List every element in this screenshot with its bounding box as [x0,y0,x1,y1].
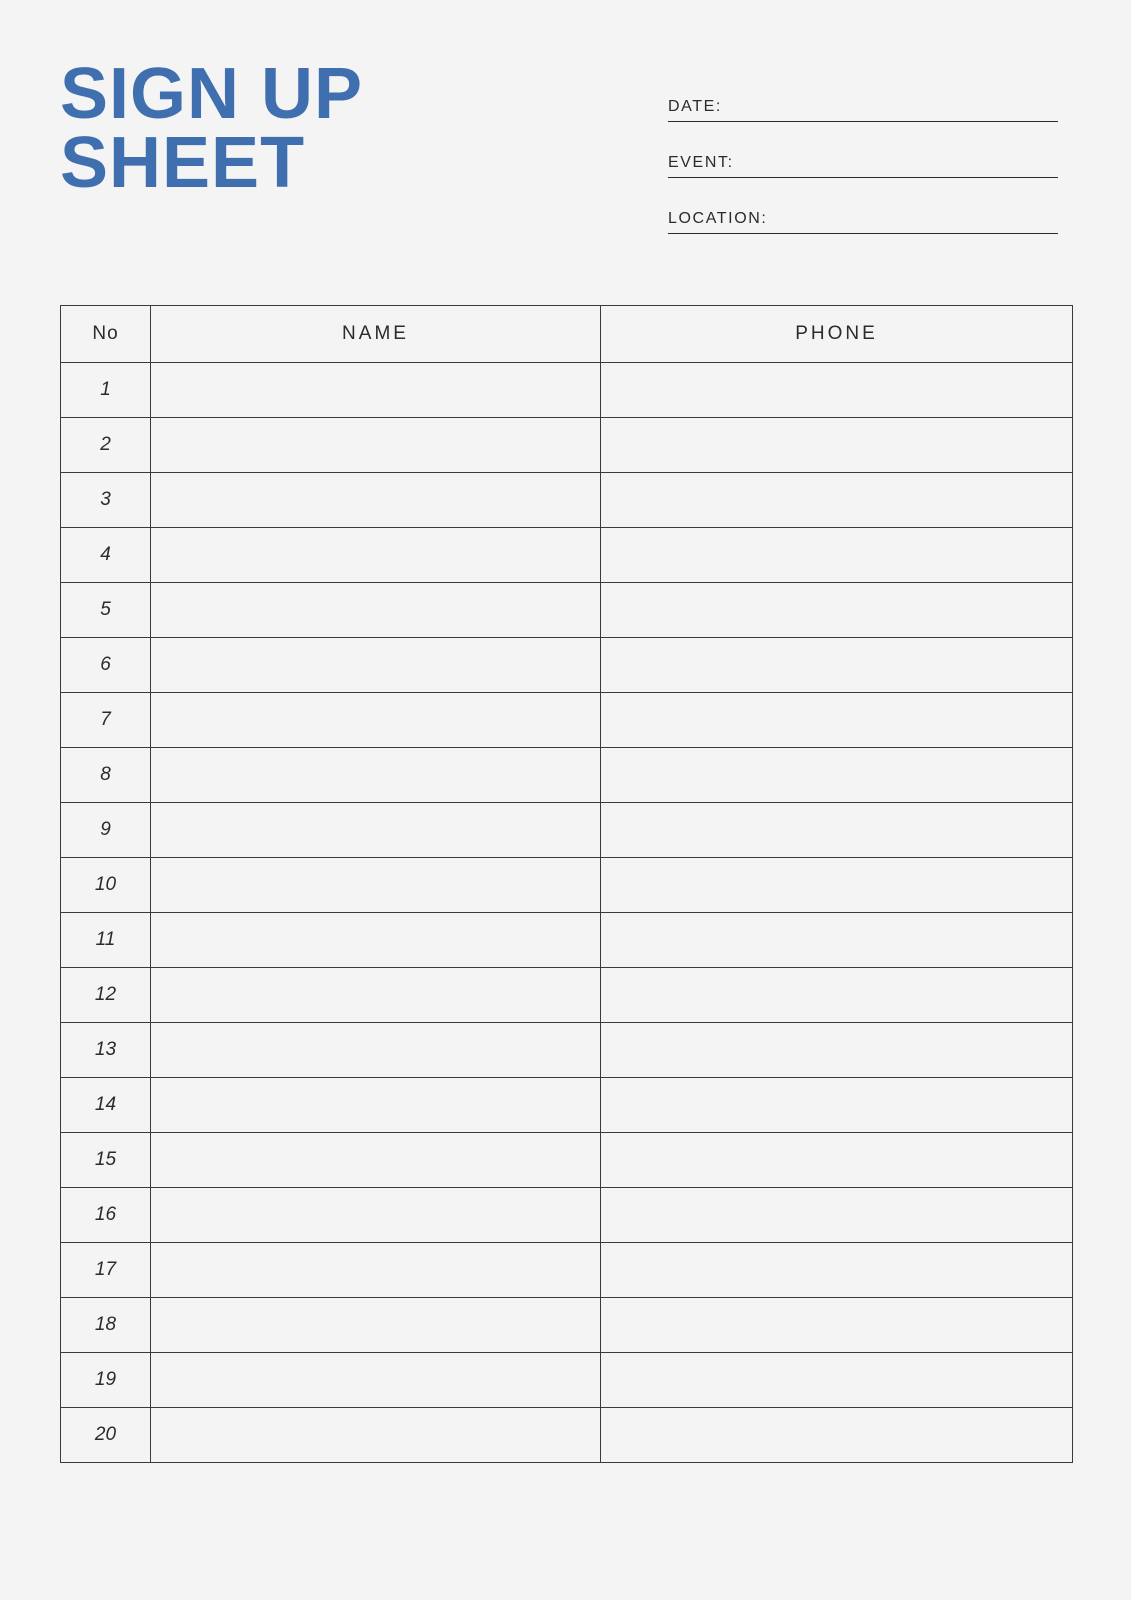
meta-field-date[interactable] [668,72,1058,128]
table-row [61,638,1073,693]
table-row [61,1408,1073,1463]
row-number-cell: 1 [61,363,151,418]
row-phone-cell[interactable] [601,1353,1073,1408]
row-number-cell: 16 [61,1188,151,1243]
row-number-cell: 10 [61,858,151,913]
row-number-cell: 18 [61,1298,151,1353]
row-number-cell: 9 [61,803,151,858]
table-row [61,913,1073,968]
row-phone-cell[interactable] [601,1078,1073,1133]
row-number-cell: 20 [61,1408,151,1463]
document-header [60,54,1071,240]
row-number-cell: 7 [61,693,151,748]
table-row [61,748,1073,803]
row-phone-cell[interactable] [601,1133,1073,1188]
page-title-line-1: SIGN UP [60,54,364,134]
row-number-cell: 19 [61,1353,151,1408]
row-name-cell[interactable] [151,1188,601,1243]
column-header-no: No [61,306,151,363]
table-row [61,1353,1073,1408]
table-row [61,1188,1073,1243]
table-row [61,1133,1073,1188]
row-name-cell[interactable] [151,1023,601,1078]
page-title-line-2: SHEET [60,123,306,204]
row-name-cell[interactable] [151,473,601,528]
row-number-cell: 14 [61,1078,151,1133]
row-number-cell: 12 [61,968,151,1023]
row-number-cell: 6 [61,638,151,693]
column-header-name: NAME [151,306,601,363]
meta-label-date: DATE: [668,98,722,115]
row-phone-cell[interactable] [601,1298,1073,1353]
table-row [61,693,1073,748]
row-phone-cell[interactable] [601,1243,1073,1298]
table-row [61,1023,1073,1078]
row-name-cell[interactable] [151,1408,601,1463]
meta-fields [668,72,1058,240]
table-header [61,306,1073,363]
table-header-row [61,306,1073,363]
row-name-cell[interactable] [151,638,601,693]
sign-up-table-wrapper [60,305,1072,1463]
row-phone-cell[interactable] [601,803,1073,858]
meta-writing-line-event [668,177,1058,178]
table-row [61,968,1073,1023]
table-row [61,473,1073,528]
row-phone-cell[interactable] [601,583,1073,638]
page-title [60,54,620,204]
table-row [61,1298,1073,1353]
row-name-cell[interactable] [151,803,601,858]
row-number-cell: 11 [61,913,151,968]
row-number-cell: 5 [61,583,151,638]
row-phone-cell[interactable] [601,418,1073,473]
row-name-cell[interactable] [151,583,601,638]
row-number-cell: 3 [61,473,151,528]
meta-field-location[interactable] [668,184,1058,240]
table-body [61,363,1073,1463]
row-name-cell[interactable] [151,693,601,748]
table-row [61,528,1073,583]
row-number-cell: 13 [61,1023,151,1078]
row-name-cell[interactable] [151,1133,601,1188]
table-row [61,583,1073,638]
row-name-cell[interactable] [151,748,601,803]
row-phone-cell[interactable] [601,638,1073,693]
row-number-cell: 2 [61,418,151,473]
row-name-cell[interactable] [151,418,601,473]
table-row [61,1243,1073,1298]
row-name-cell[interactable] [151,858,601,913]
row-phone-cell[interactable] [601,968,1073,1023]
row-number-cell: 4 [61,528,151,583]
meta-writing-line-location [668,233,1058,234]
row-phone-cell[interactable] [601,1023,1073,1078]
row-number-cell: 8 [61,748,151,803]
row-phone-cell[interactable] [601,528,1073,583]
row-name-cell[interactable] [151,1298,601,1353]
meta-label-location: LOCATION: [668,210,768,227]
row-number-cell: 17 [61,1243,151,1298]
table-row [61,363,1073,418]
row-phone-cell[interactable] [601,693,1073,748]
row-name-cell[interactable] [151,1078,601,1133]
column-header-phone: PHONE [601,306,1073,363]
meta-label-event: EVENT: [668,154,734,171]
row-phone-cell[interactable] [601,473,1073,528]
row-phone-cell[interactable] [601,748,1073,803]
table-row [61,858,1073,913]
table-row [61,418,1073,473]
row-name-cell[interactable] [151,528,601,583]
meta-field-event[interactable] [668,128,1058,184]
table-row [61,1078,1073,1133]
row-name-cell[interactable] [151,1243,601,1298]
row-phone-cell[interactable] [601,858,1073,913]
row-name-cell[interactable] [151,913,601,968]
row-name-cell[interactable] [151,1353,601,1408]
sign-up-table [60,305,1073,1463]
meta-writing-line-date [668,121,1058,122]
row-number-cell: 15 [61,1133,151,1188]
row-phone-cell[interactable] [601,1408,1073,1463]
row-name-cell[interactable] [151,363,601,418]
row-phone-cell[interactable] [601,363,1073,418]
table-row [61,803,1073,858]
row-phone-cell[interactable] [601,1188,1073,1243]
row-phone-cell[interactable] [601,913,1073,968]
row-name-cell[interactable] [151,968,601,1023]
